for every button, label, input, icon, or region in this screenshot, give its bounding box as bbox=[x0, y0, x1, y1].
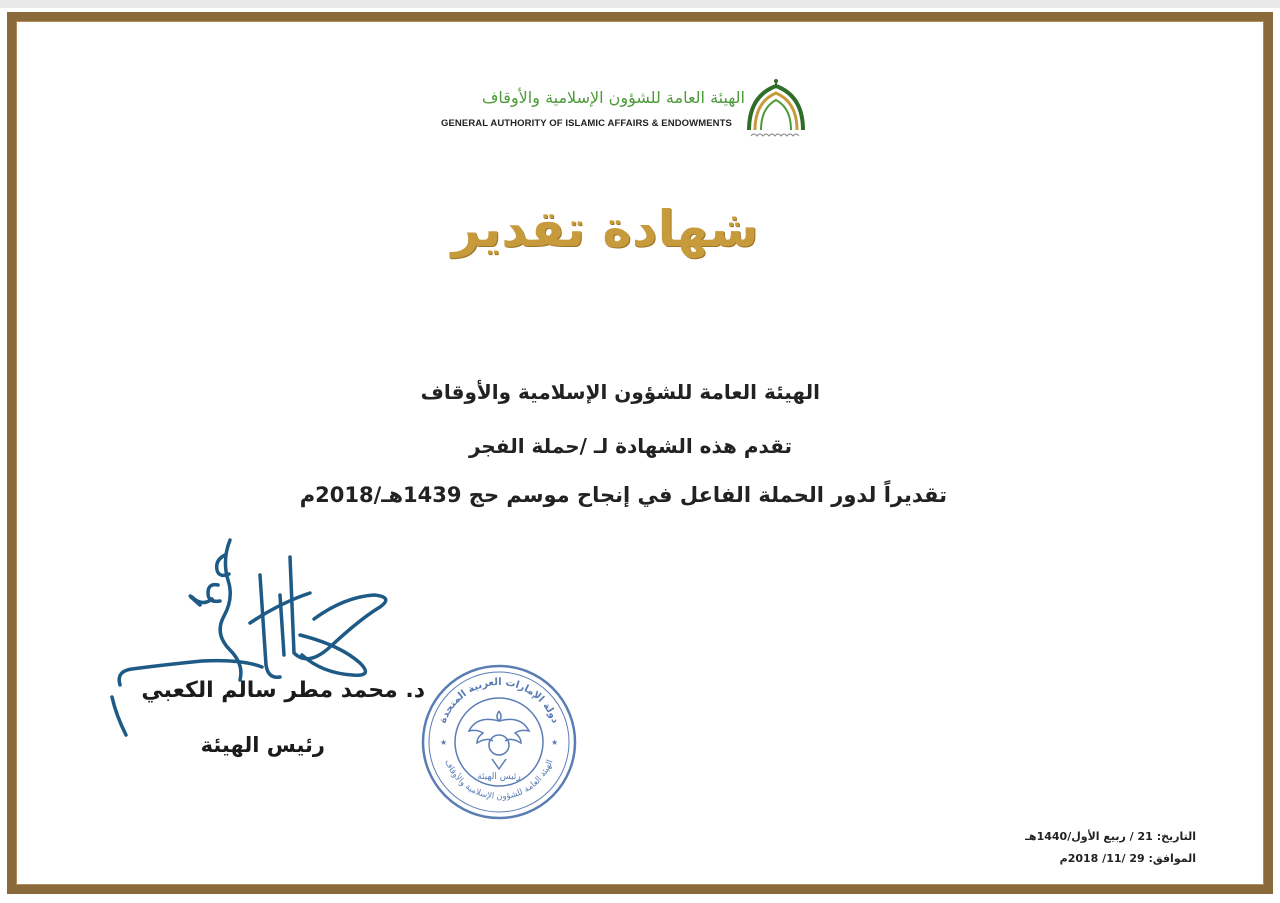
eagle-emblem-icon bbox=[469, 711, 529, 769]
appreciation-line: تقديراً لدور الحملة الفاعل في إنجاح موسم حج 1439هـ/2018م bbox=[299, 483, 947, 507]
signer-name: د. محمد مطر سالم الكعبي bbox=[141, 678, 425, 703]
stamp-outer-text: دولة الإمارات العربية المتحدة bbox=[437, 676, 561, 725]
date-block bbox=[1025, 826, 1196, 870]
mosque-dome-icon bbox=[741, 78, 811, 138]
authority-logo bbox=[435, 78, 815, 140]
issuer-line: الهيئة العامة للشؤون الإسلامية والأوقاف bbox=[420, 380, 820, 404]
stamp-center-text: رئيس الهيئة bbox=[477, 772, 521, 782]
logo-arabic-text: الهيئة العامة للشؤون الإسلامية والأوقاف bbox=[481, 88, 745, 107]
gregorian-date-value: 29 /11/ 2018م bbox=[1059, 852, 1145, 865]
signature-scribble bbox=[100, 535, 400, 745]
gregorian-date-row bbox=[1025, 848, 1196, 870]
official-stamp-seal bbox=[420, 663, 578, 821]
hijri-date-row bbox=[1025, 826, 1196, 848]
gregorian-date-label: الموافق: bbox=[1148, 852, 1196, 865]
scan-edge bbox=[0, 0, 1280, 8]
recipient-line: تقدم هذه الشهادة لـ /حملة الفجر bbox=[468, 434, 792, 458]
hijri-date-label: التاريخ: bbox=[1156, 830, 1196, 843]
hijri-date-value: 21 / ربيع الأول/1440هـ bbox=[1025, 830, 1153, 843]
svg-text:★: ★ bbox=[551, 738, 559, 747]
certificate-title: شهادة تقدير bbox=[451, 200, 759, 258]
stamp-inner-text: الهيئة العامة للشؤون الإسلامية والأوقاف bbox=[442, 758, 556, 803]
logo-english-text: GENERAL AUTHORITY OF ISLAMIC AFFAIRS & ENDOWMENTS bbox=[441, 118, 732, 129]
signer-role: رئيس الهيئة bbox=[200, 733, 325, 757]
svg-text:★: ★ bbox=[440, 738, 448, 747]
